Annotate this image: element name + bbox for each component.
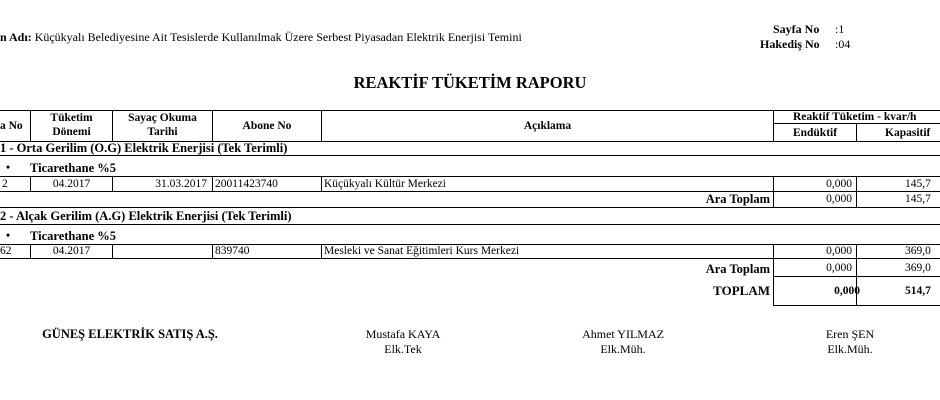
row-no: 62 (0, 245, 12, 257)
row-subscriber: 839740 (215, 245, 250, 257)
col-divider (321, 244, 322, 258)
signature-name: Ahmet YILMAZ (582, 327, 664, 341)
col-header-period-line1: Tüketim (50, 112, 93, 124)
row-period: 04.2017 (52, 245, 91, 257)
subtotal-label: Ara Toplam (705, 192, 770, 206)
group-subtitle: Ticarethane %5 (30, 161, 116, 175)
col-header-reactive: Reaktif Tüketim - kvar/h (793, 111, 917, 123)
contract-subject (0, 30, 522, 45)
group2-row-bottom (0, 258, 940, 259)
row-capacitive: 369,0 (905, 245, 931, 257)
col-header-inductive: Endüktif (792, 127, 838, 139)
subtotal-label: Ara Toplam (705, 262, 770, 276)
group-title: 2 - Alçak Gerilim (A.G) Elektrik Enerjisi (Tek Terimli) (0, 209, 292, 223)
col-header-reading-line2: Tarihi (147, 126, 178, 138)
signature-name: Eren ŞEN (825, 327, 875, 341)
col-header-description: Açıklama (523, 120, 572, 132)
signature-company-name: GÜNEŞ ELEKTRİK SATIŞ A.Ş. (42, 327, 218, 341)
col-divider (321, 176, 322, 191)
page-number-label: Sayfa No (773, 22, 820, 36)
progress-number-label: Hakediş No (760, 37, 820, 51)
row-capacitive: 145,7 (905, 178, 931, 190)
row-description: Mesleki ve Sanat Eğitimleri Kurs Merkezi (324, 245, 520, 257)
total-bottom (773, 305, 940, 306)
row-inductive: 0,000 (826, 178, 852, 190)
row-inductive: 0,000 (826, 245, 852, 257)
group1-subtotal-bottom (0, 207, 940, 208)
col-header-subscriber: Abone No (242, 120, 292, 132)
contract-subject-text: Küçükyalı Belediyesine Ait Tesislerde Kullanılmak Üzere Serbest Piyasadan Elektrik Enerjisi Temini (34, 30, 522, 44)
col-divider (212, 176, 213, 191)
bullet-icon: • (6, 162, 11, 174)
signature-title: Elk.Müh. (827, 342, 873, 356)
subtotal-capacitive: 369,0 (905, 262, 931, 274)
group-subtitle: Ticarethane %5 (30, 229, 116, 243)
total-inductive: 0,000 (834, 285, 860, 297)
row-reading-date: 31.03.2017 (155, 178, 207, 190)
subtotal-inductive: 0,000 (826, 262, 852, 274)
col-divider (856, 123, 857, 141)
row-description: Küçükyalı Kültür Merkezi (324, 178, 446, 190)
group1-title-bottom (0, 155, 940, 156)
col-divider (856, 176, 857, 207)
row-subscriber: 20011423740 (215, 178, 278, 190)
total-capacitive: 514,7 (905, 285, 931, 297)
col-header-period-line2: Dönemi (52, 126, 91, 138)
row-no: 2 (2, 178, 8, 190)
report-title: REAKTİF TÜKETİM RAPORU (353, 73, 587, 92)
col-header-no: a No (0, 120, 23, 132)
signature-title: Elk.Tek (384, 342, 422, 356)
col-divider (112, 244, 113, 258)
row-period: 04.2017 (52, 178, 91, 190)
total-label: TOPLAM (713, 283, 770, 298)
subtotal-capacitive: 145,7 (905, 193, 931, 205)
signature-name: Mustafa KAYA (365, 327, 441, 341)
page-number-value: :1 (835, 22, 845, 36)
group-title: 1 - Orta Gerilim (O.G) Elektrik Enerjisi (Tek Terimli) (0, 141, 288, 155)
group2-title-bottom (0, 224, 940, 225)
contract-subject-label: n Adı: (0, 30, 32, 44)
subtotal-inductive: 0,000 (826, 193, 852, 205)
col-header-reading-line1: Sayaç Okuma (128, 112, 197, 124)
col-header-capacitive: Kapasitif (885, 127, 931, 139)
signature-title: Elk.Müh. (600, 342, 646, 356)
col-divider (212, 244, 213, 258)
bullet-icon: • (6, 230, 11, 242)
progress-number-value: :04 (835, 37, 851, 51)
